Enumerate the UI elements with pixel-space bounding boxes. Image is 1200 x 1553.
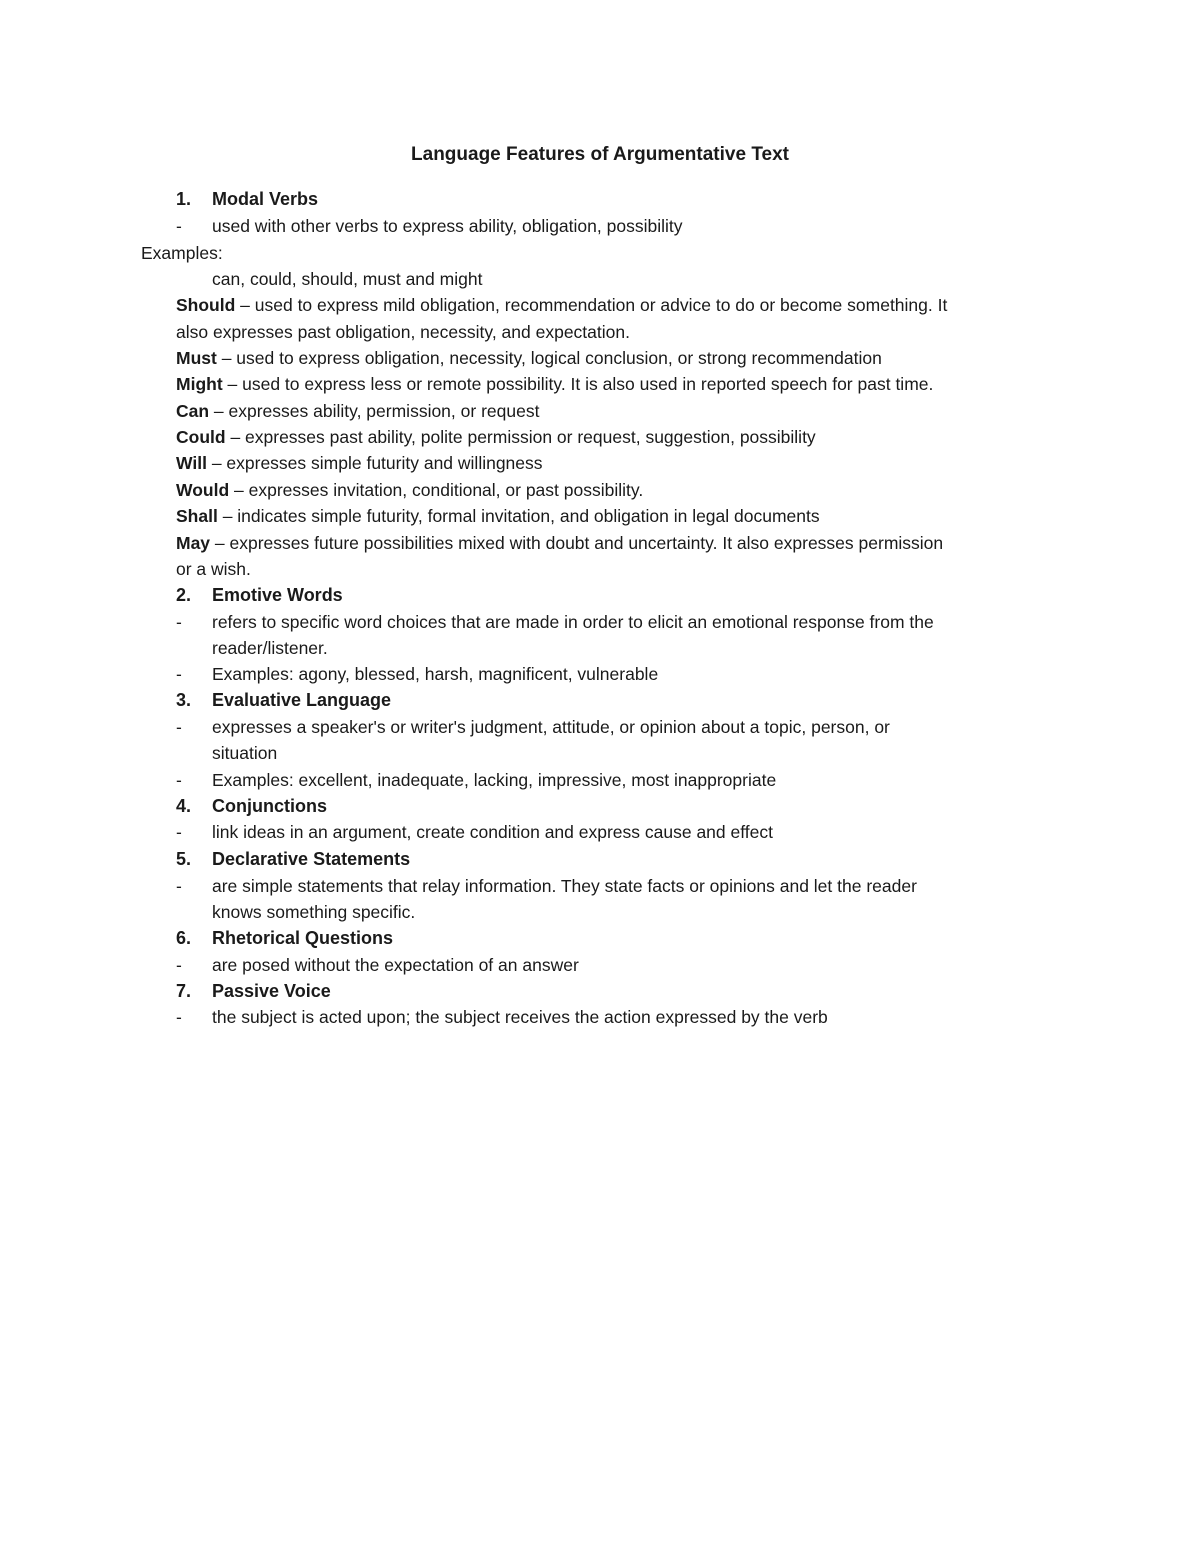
- section-heading: Declarative Statements: [212, 849, 411, 869]
- bullet-text: used with other verbs to express ability, obligation, possibility: [212, 216, 683, 236]
- bullet-text: the subject is acted upon; the subject receives the action expressed by the verb: [212, 1007, 828, 1027]
- section-heading: Passive Voice: [212, 981, 331, 1001]
- bullet-text: link ideas in an argument, create condition and express cause and effect: [212, 822, 773, 842]
- bullet-dash: -: [176, 955, 182, 975]
- bullet-text: Examples: excellent, inadequate, lacking, impressive, most inappropriate: [212, 770, 777, 790]
- bullet-text: refers to specific word choices that are made in order to elicit an emotional response from the: [212, 612, 934, 632]
- modal-continuation: or a wish.: [176, 559, 251, 579]
- modal-text: – used to express mild obligation, recommendation or advice to do or become something. It: [235, 295, 948, 315]
- modal-text: – expresses future possibilities mixed with doubt and uncertainty. It also expresses permission: [210, 533, 944, 553]
- bullet-text: are simple statements that relay information. They state facts or opinions and let the reader: [212, 876, 917, 896]
- section-number: 4.: [176, 796, 192, 816]
- modal-definition: [176, 345, 882, 371]
- modal-term: Can: [176, 401, 210, 421]
- modal-term: Should: [176, 295, 236, 315]
- modal-term: Must: [176, 348, 217, 368]
- modal-term: Could: [176, 427, 226, 447]
- bullet-dash: -: [176, 717, 182, 737]
- bullet-dash: -: [176, 1007, 182, 1027]
- section-number: 7.: [176, 981, 192, 1001]
- modal-term: May: [176, 533, 211, 553]
- modal-definition: [176, 398, 539, 424]
- examples-list: can, could, should, must and might: [212, 269, 483, 289]
- modal-continuation: also expresses past obligation, necessity, and expectation.: [176, 322, 630, 342]
- section-number: 2.: [176, 585, 192, 605]
- section-heading: Emotive Words: [212, 585, 343, 605]
- modal-definition: [176, 503, 820, 529]
- bullet-continuation: situation: [212, 743, 278, 763]
- modal-text: – expresses ability, permission, or request: [209, 401, 540, 421]
- modal-definition: [176, 424, 816, 450]
- modal-text: – used to express less or remote possibility. It is also used in reported speech for past time.: [222, 374, 934, 394]
- page-title: Language Features of Argumentative Text: [411, 144, 789, 165]
- bullet-dash: -: [176, 876, 182, 896]
- bullet-dash: -: [176, 216, 182, 236]
- bullet-dash: -: [176, 612, 182, 632]
- section-number: 5.: [176, 849, 192, 869]
- section-heading: Evaluative Language: [212, 690, 392, 710]
- modal-term: Would: [176, 480, 230, 500]
- section-number: 3.: [176, 690, 192, 710]
- modal-definition: [176, 450, 543, 476]
- modal-definition: [176, 530, 943, 556]
- bullet-continuation: knows something specific.: [212, 902, 416, 922]
- bullet-dash: -: [176, 770, 182, 790]
- modal-text: – expresses past ability, polite permission or request, suggestion, possibility: [225, 427, 816, 447]
- modal-text: – expresses invitation, conditional, or past possibility.: [229, 480, 644, 500]
- modal-definition: [176, 477, 643, 503]
- bullet-text: Examples: agony, blessed, harsh, magnificent, vulnerable: [212, 664, 659, 684]
- section-number: 1.: [176, 189, 192, 209]
- modal-text: – used to express obligation, necessity, logical conclusion, or strong recommendation: [216, 348, 882, 368]
- modal-definition: [176, 292, 947, 318]
- modal-term: Might: [176, 374, 223, 394]
- section-heading: Conjunctions: [212, 796, 327, 816]
- modal-term: Will: [176, 453, 207, 473]
- bullet-dash: -: [176, 822, 182, 842]
- bullet-text: are posed without the expectation of an answer: [212, 955, 579, 975]
- modal-text: – indicates simple futurity, formal invitation, and obligation in legal documents: [217, 506, 820, 526]
- examples-label: Examples:: [141, 243, 223, 263]
- section-heading: Modal Verbs: [212, 189, 319, 209]
- bullet-continuation: reader/listener.: [212, 638, 328, 658]
- bullet-text: expresses a speaker's or writer's judgment, attitude, or opinion about a topic, person, or: [212, 717, 890, 737]
- bullet-dash: -: [176, 664, 182, 684]
- modal-definition: [176, 371, 933, 397]
- section-number: 6.: [176, 928, 192, 948]
- modal-text: – expresses simple futurity and willingness: [206, 453, 543, 473]
- section-heading: Rhetorical Questions: [212, 928, 394, 948]
- modal-term: Shall: [176, 506, 218, 526]
